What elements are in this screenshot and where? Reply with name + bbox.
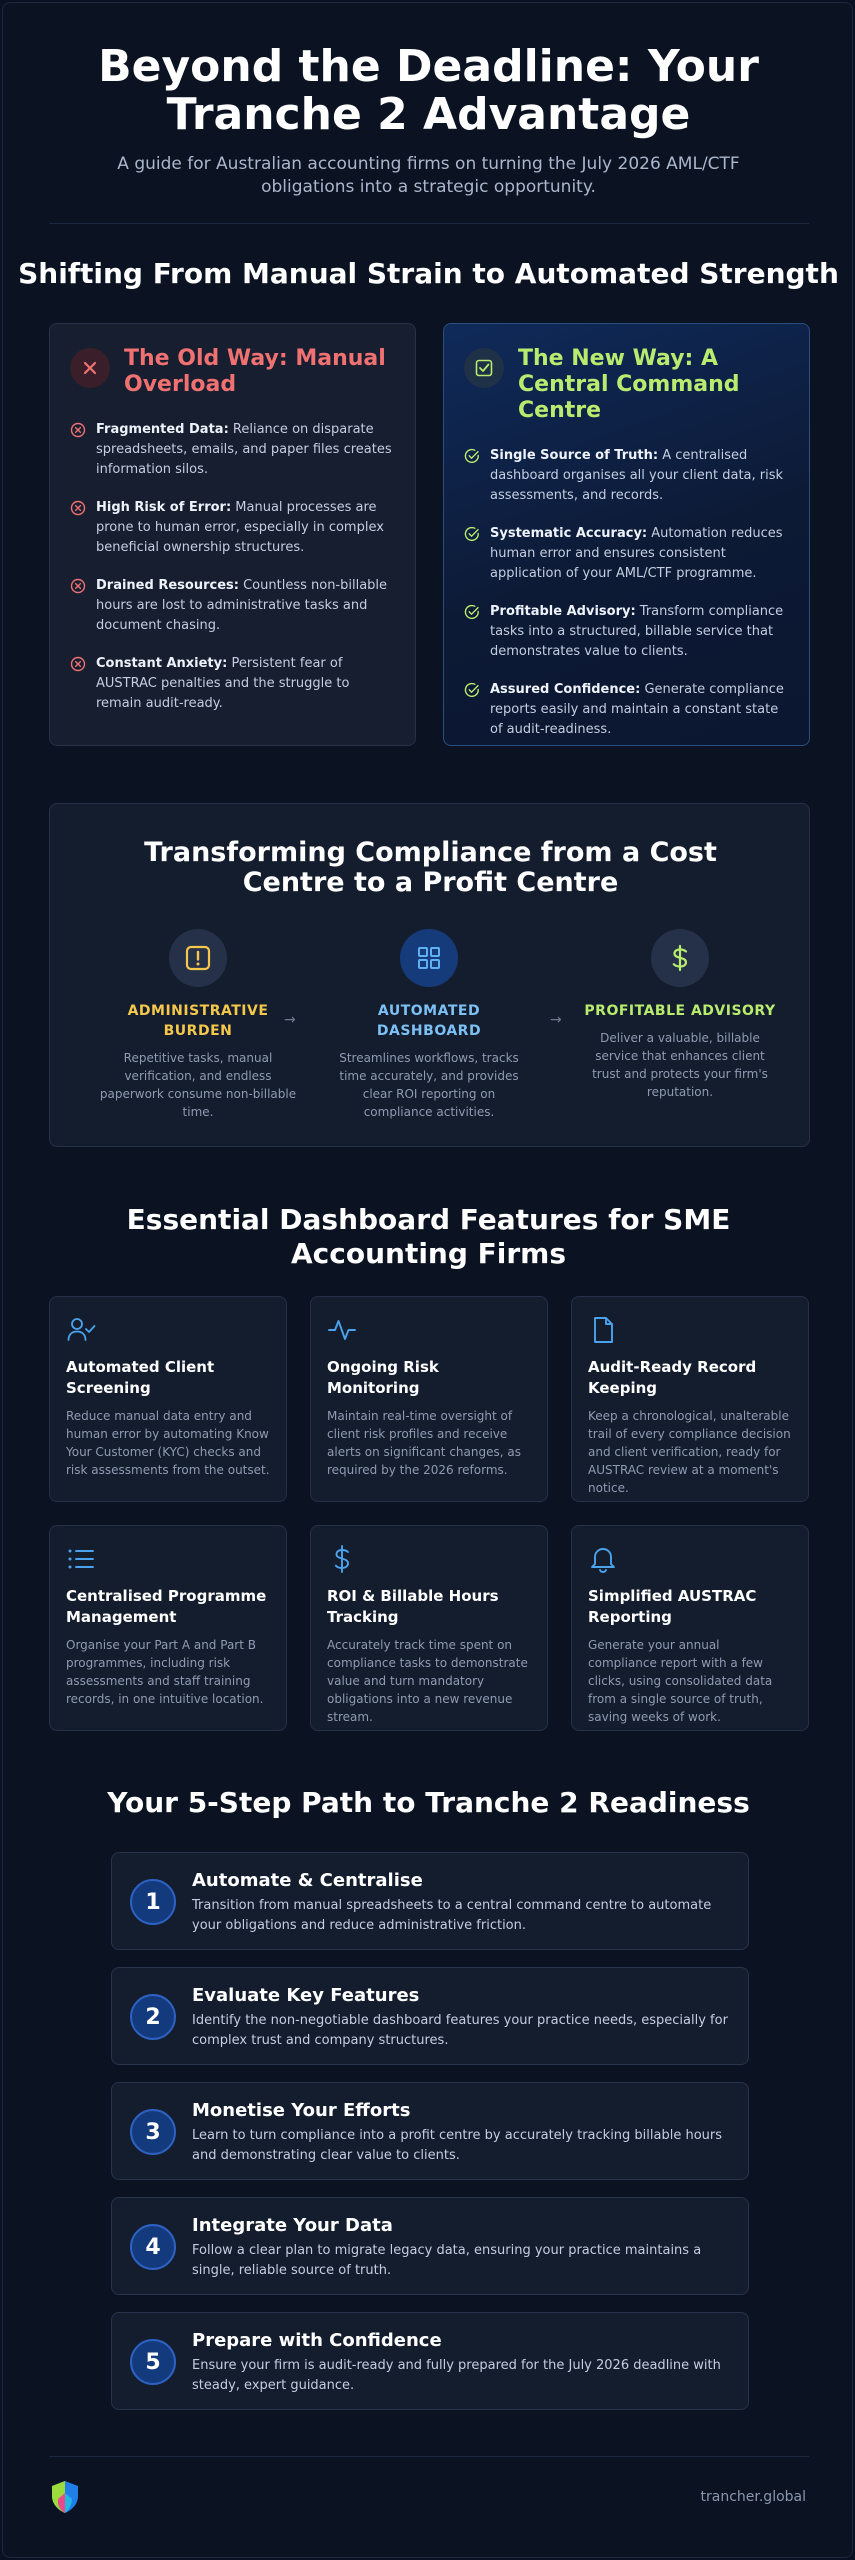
feature-desc: Reduce manual data entry and human error by automating Know Your Customer (KYC) checks and risk assessments from the outset. <box>66 1409 270 1477</box>
step-title: Automate & Centralise <box>192 1870 423 1891</box>
item-label: High Risk of Error: <box>96 500 232 515</box>
step-title: Prepare with Confidence <box>192 2330 442 2351</box>
x-icon <box>70 348 110 388</box>
new-way-card <box>443 323 810 746</box>
path-step-card <box>111 1852 749 1950</box>
x-circle-icon <box>70 656 86 672</box>
new-way-list <box>464 446 789 740</box>
dollar-icon <box>651 929 709 987</box>
item-text: Persistent fear of AUSTRAC penalties and the struggle to remain audit-ready. <box>96 656 350 711</box>
item-label: Fragmented Data: <box>96 422 229 437</box>
item-text: Countless non-billable hours are lost to administrative tasks and document chasing. <box>96 578 388 633</box>
dollar-icon <box>327 1544 357 1574</box>
bell-icon <box>588 1544 618 1574</box>
item-text: Reliance on disparate spreadsheets, emails, and paper files creates information silos. <box>96 422 392 477</box>
checkbox-icon <box>464 348 504 388</box>
profit-title: Transforming Compliance from a Cost Centre to a Profit Centre <box>144 837 717 898</box>
feature-title: Centralised Programme Management <box>66 1587 267 1626</box>
header <box>3 43 854 199</box>
x-circle-icon <box>70 578 86 594</box>
list-item <box>70 420 395 480</box>
step-number: 1 <box>130 1879 176 1925</box>
path-step-card <box>111 2197 749 2295</box>
step-label: ADMINISTRATIVE BURDEN <box>127 1003 269 1039</box>
step-desc: Deliver a valuable, billable service that enhances client trust and protects your firm's reputation. <box>592 1031 768 1099</box>
path-step-card <box>111 2082 749 2180</box>
step-desc: Identify the non-negotiable dashboard features your practice needs, especially for complex trust and company structures. <box>192 2013 728 2048</box>
shield-logo-icon <box>49 2479 81 2515</box>
item-label: Systematic Accuracy: <box>490 526 648 541</box>
check-circle-icon <box>464 448 480 464</box>
feature-desc: Accurately track time spent on compliance tasks to demonstrate value and turn mandatory obligations into a new revenue stream. <box>327 1638 528 1724</box>
item-text: Generate compliance reports easily and maintain a constant state of audit-readiness. <box>490 682 784 737</box>
arrow-icon: → <box>550 1012 562 1028</box>
item-text: Manual processes are prone to human error, especially in complex beneficial ownership structures. <box>96 500 384 555</box>
user-check-icon <box>66 1315 96 1345</box>
feature-desc: Organise your Part A and Part B programmes, including risk assessments and staff training records, in one intuitive location. <box>66 1638 264 1706</box>
x-circle-icon <box>70 500 86 516</box>
page-subtitle: A guide for Australian accounting firms on turning the July 2026 AML/CTF obligations into a strategic opportunity. <box>117 154 740 197</box>
grid-icon <box>400 929 458 987</box>
footer-divider <box>49 2456 809 2457</box>
feature-card <box>571 1525 809 1731</box>
list-item <box>464 446 789 506</box>
features-title: Essential Dashboard Features for SME Accounting Firms <box>126 1203 731 1270</box>
profit-section <box>49 803 810 1147</box>
list-item <box>464 602 789 662</box>
step-title: Evaluate Key Features <box>192 1985 420 2006</box>
step-label: PROFITABLE ADVISORY <box>584 1003 776 1019</box>
file-icon <box>588 1315 618 1345</box>
item-text: Automation reduces human error and ensures consistent application of your AML/CTF programme. <box>490 526 783 581</box>
step-number: 3 <box>130 2109 176 2155</box>
feature-card <box>49 1525 287 1731</box>
step-automated-dashboard <box>329 929 529 1121</box>
step-title: Monetise Your Efforts <box>192 2100 411 2121</box>
step-label: AUTOMATED DASHBOARD <box>376 1003 482 1039</box>
step-desc: Repetitive tasks, manual verification, and endless paperwork consume non-billable time. <box>99 1051 297 1119</box>
step-desc: Streamlines workflows, tracks time accurately, and provides clear ROI reporting on compliance activities. <box>339 1051 519 1119</box>
list-item <box>70 576 395 636</box>
arrow-icon: → <box>284 1012 296 1028</box>
item-label: Single Source of Truth: <box>490 448 659 463</box>
item-text: Transform compliance tasks into a structured, billable service that demonstrates value to clients. <box>490 604 784 659</box>
feature-desc: Keep a chronological, unalterable trail of every compliance decision and client verification, ready for AUSTRAC review at a moment's notice. <box>588 1409 791 1495</box>
list-item <box>464 680 789 740</box>
feature-card <box>571 1296 809 1502</box>
path-title: Your 5-Step Path to Tranche 2 Readiness <box>107 1786 750 1819</box>
item-label: Constant Anxiety: <box>96 656 228 671</box>
list-item <box>70 654 395 714</box>
feature-title: Simplified AUSTRAC Reporting <box>588 1587 757 1626</box>
step-number: 5 <box>130 2339 176 2385</box>
infographic-page <box>2 2 853 2558</box>
step-number: 4 <box>130 2224 176 2270</box>
path-step-card <box>111 1967 749 2065</box>
alert-square-icon <box>169 929 227 987</box>
path-step-card <box>111 2312 749 2410</box>
list-item <box>70 498 395 558</box>
step-desc: Ensure your firm is audit-ready and fully prepared for the July 2026 deadline with steady, expert guidance. <box>192 2358 721 2393</box>
step-title: Integrate Your Data <box>192 2215 393 2236</box>
header-divider <box>49 223 809 224</box>
x-circle-icon <box>70 422 86 438</box>
step-profitable-advisory <box>580 929 780 1101</box>
item-label: Drained Resources: <box>96 578 239 593</box>
list-item <box>464 524 789 584</box>
feature-title: Ongoing Risk Monitoring <box>327 1358 439 1397</box>
old-way-title: The Old Way: Manual Overload <box>124 346 386 397</box>
item-label: Profitable Advisory: <box>490 604 636 619</box>
check-circle-icon <box>464 526 480 542</box>
step-number: 2 <box>130 1994 176 2040</box>
page-title: Beyond the Deadline: Your Tranche 2 Advantage <box>98 41 759 140</box>
feature-desc: Generate your annual compliance report with a few clicks, using consolidated data from a single source of truth, saving weeks of work. <box>588 1638 773 1724</box>
activity-icon <box>327 1315 357 1345</box>
feature-desc: Maintain real-time oversight of client risk profiles and receive alerts on significant changes, as required by the 2026 reforms. <box>327 1409 521 1477</box>
footer-url[interactable]: trancher.global <box>700 2489 806 2505</box>
new-way-title: The New Way: A Central Command Centre <box>518 346 740 423</box>
feature-title: ROI & Billable Hours Tracking <box>327 1587 499 1626</box>
item-label: Assured Confidence: <box>490 682 641 697</box>
check-circle-icon <box>464 604 480 620</box>
feature-title: Automated Client Screening <box>66 1358 215 1397</box>
step-administrative-burden <box>98 929 298 1121</box>
feature-title: Audit-Ready Record Keeping <box>588 1358 757 1397</box>
old-way-card <box>49 323 416 746</box>
step-desc: Transition from manual spreadsheets to a central command centre to automate your obligations and reduce administrative friction. <box>192 1898 712 1933</box>
step-desc: Learn to turn compliance into a profit centre by accurately tracking billable hours and demonstrating clear value to clients. <box>192 2128 723 2163</box>
check-circle-icon <box>464 682 480 698</box>
list-icon <box>66 1544 96 1574</box>
step-desc: Follow a clear plan to migrate legacy data, ensuring your practice maintains a single, reliable source of truth. <box>192 2243 702 2278</box>
feature-card <box>49 1296 287 1502</box>
feature-card <box>310 1296 548 1502</box>
feature-card <box>310 1525 548 1731</box>
comparison-title: Shifting From Manual Strain to Automated Strength <box>18 257 839 290</box>
old-way-list <box>70 420 395 714</box>
item-text: A centralised dashboard organises all your client data, risk assessments, and records. <box>490 448 784 503</box>
